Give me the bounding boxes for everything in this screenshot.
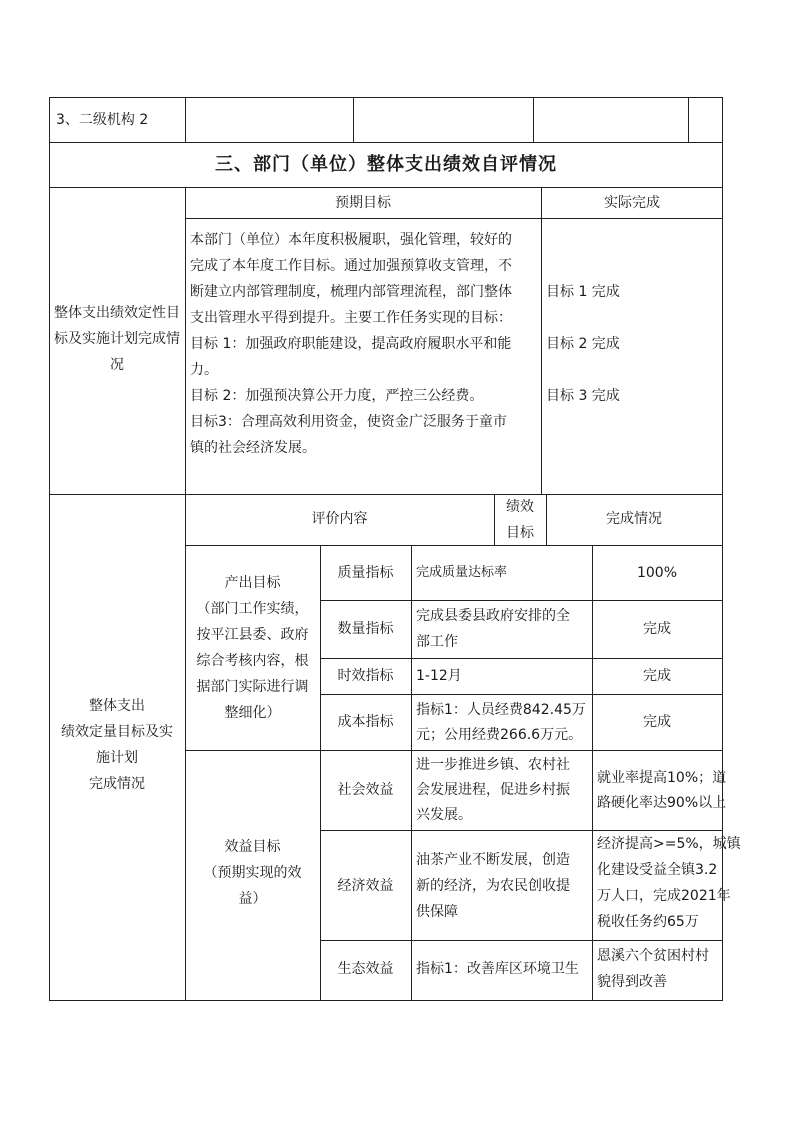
quantitative-label-line: 施计划 (96, 750, 138, 766)
benefit-label-line: （预期实现的效 (203, 865, 302, 881)
expected-line: 力。 (190, 362, 218, 378)
indicator-ecological: 生态效益 (337, 961, 394, 977)
grid-line (320, 658, 723, 659)
target-economic: 供保障 (416, 904, 458, 920)
quantitative-label-line: 绩效定量目标及实 (61, 724, 173, 740)
status-ecological: 恩溪六个贫困村村 (597, 948, 709, 964)
target-cost: 元；公用经费266.6万元。 (416, 727, 583, 743)
expected-header: 预期目标 (335, 195, 391, 211)
output-label-line: 按平江县委、政府 (196, 627, 309, 643)
indicator-quantity: 数量指标 (337, 621, 394, 637)
target-economic: 新的经济，为农民创收提 (416, 878, 570, 894)
grid-line (320, 940, 723, 941)
status-economic: 万人口，完成2021年 (597, 888, 731, 904)
grid-line (722, 97, 723, 1001)
target-cost: 指标1：人员经费842.45万 (416, 702, 586, 718)
status-economic: 税收任务约65万 (597, 914, 699, 930)
output-label-line: （部门工作实绩， (196, 601, 309, 617)
target-social: 兴发展。 (416, 807, 472, 823)
output-label-line: 整细化） (224, 705, 281, 721)
indicator-economic: 经济效益 (337, 878, 394, 894)
grid-line (320, 694, 723, 695)
expected-line: 完成了本年度工作目标。通过加强预算收支管理，不 (190, 258, 512, 274)
actual-item: 目标 1 完成 (546, 284, 620, 300)
target-quantity: 部工作 (416, 634, 458, 650)
target-ecological: 指标1：改善库区环境卫生 (416, 961, 579, 977)
actual-item: 目标 3 完成 (546, 388, 620, 404)
grid-line (411, 545, 412, 1001)
status-ecological: 貌得到改善 (597, 974, 667, 990)
header-target-line: 目标 (506, 525, 534, 541)
target-timeliness: 1-12月 (416, 668, 462, 684)
expected-line: 目标 2：加强预决算公开力度，严控三公经费。 (190, 388, 484, 404)
section-title: 三、部门（单位）整体支出绩效自评情况 (215, 154, 557, 175)
grid-line (320, 545, 321, 1001)
indicator-timeliness: 时效指标 (337, 668, 394, 684)
indicator-social: 社会效益 (337, 782, 394, 798)
header-target (494, 494, 546, 546)
grid-line (49, 142, 723, 143)
status-quality: 100% (636, 565, 678, 581)
grid-line (533, 97, 534, 142)
target-social: 会发展进程，促进乡村振 (416, 782, 570, 798)
expected-line: 目标 1：加强政府职能建设，提高政府履职水平和能 (190, 336, 512, 352)
grid-line (592, 545, 593, 1001)
expected-line: 目标3：合理高效利用资金，使资金广泛服务于童市 (190, 414, 507, 430)
grid-line (688, 97, 689, 142)
expected-line: 本部门（单位）本年度积极履职，强化管理，较好的 (190, 232, 512, 248)
org2-label: 3、二级机构 2 (56, 112, 149, 128)
output-label-line: 据部门实际进行调 (196, 679, 309, 695)
grid-line (185, 218, 723, 219)
target-quantity: 完成县委县政府安排的全 (416, 608, 570, 624)
status-timeliness: 完成 (643, 668, 671, 684)
benefit-label-line: 益） (238, 891, 267, 907)
benefit-label-line: 效益目标 (224, 839, 281, 855)
target-economic: 油茶产业不断发展，创造 (416, 852, 570, 868)
header-target-line: 绩效 (506, 499, 534, 515)
actual-header: 实际完成 (604, 195, 660, 211)
output-label-line: 综合考核内容，根 (196, 653, 309, 669)
expected-line: 断建立内部管理制度，梳理内部管理流程，部门整体 (190, 284, 512, 300)
grid-line (49, 1000, 723, 1001)
quantitative-label-line: 完成情况 (89, 776, 145, 792)
grid-line (353, 97, 354, 142)
grid-line (49, 494, 723, 495)
grid-line (320, 600, 723, 601)
status-social: 就业率提高10%；道 (597, 770, 727, 786)
grid-line (541, 187, 542, 494)
qualitative-row-label: 整体支出绩效定性目标及实施计划完成情况 (54, 305, 180, 373)
grid-line (185, 545, 723, 546)
header-status: 完成情况 (606, 511, 662, 527)
grid-line (49, 97, 723, 98)
indicator-quality: 质量指标 (337, 565, 394, 581)
quantitative-label-line: 整体支出 (89, 698, 145, 714)
expected-line: 镇的社会经济发展。 (190, 440, 316, 456)
grid-line (49, 187, 723, 188)
expected-line: 支出管理水平得到提升。主要工作任务实现的目标： (190, 310, 512, 326)
status-economic: 经济提高>=5%，城镇 (597, 836, 741, 852)
status-economic: 化建设受益全镇3.2 (597, 862, 718, 878)
grid-line (185, 97, 186, 142)
actual-item: 目标 2 完成 (546, 336, 620, 352)
status-social: 路硬化率达90%以上 (597, 795, 727, 811)
status-cost: 完成 (643, 714, 671, 730)
grid-line (49, 97, 50, 1001)
indicator-cost: 成本指标 (337, 714, 394, 730)
output-label-line: 产出目标 (224, 575, 281, 591)
target-social: 进一步推进乡镇、农村社 (416, 757, 570, 773)
target-quality: 完成质量达标率 (416, 565, 508, 580)
status-quantity: 完成 (643, 621, 671, 637)
header-content: 评价内容 (311, 511, 368, 527)
